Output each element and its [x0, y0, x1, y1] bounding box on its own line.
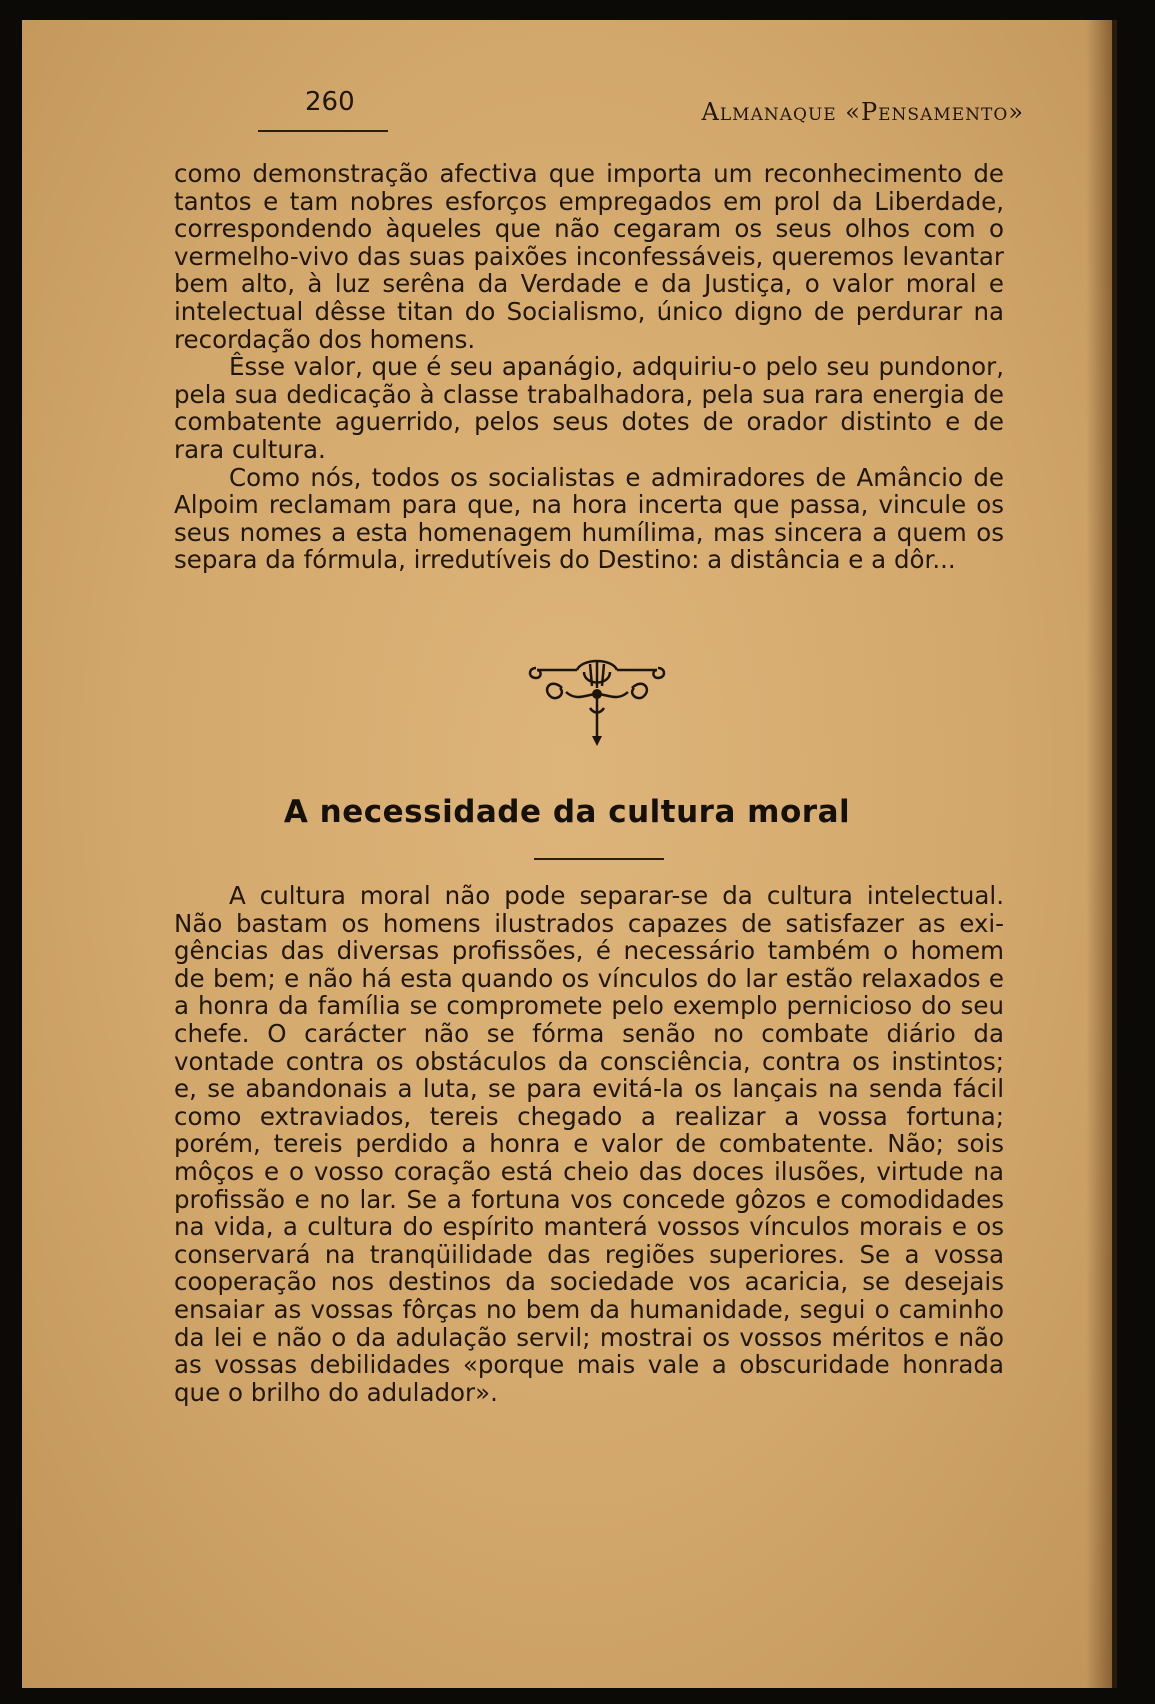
book-page	[22, 20, 1117, 1688]
title-rule	[534, 858, 664, 860]
running-title: Almanaque «Pensamento»	[701, 98, 1024, 126]
page-number-rule	[258, 130, 388, 132]
page-number: 260	[305, 87, 355, 117]
paragraph: A cultura moral não pode separar-se da cultura intelectual. Não bastam os homens ilustrados capazes de satisfazer as exigências das diversas profissões, é necessário também o homem de bem; e não há esta quando os vínculos do lar estão relaxados e a honra da família se compromete pelo exemplo pernicioso do seu chefe. O carácter não se fórma senão no combate diário da vontade contra os obstáculos da consciência, contra os instintos; e, se abandonais a luta, se para evitá-la os lançais na senda fácil como extraviados, tereis chegado a realizar a vossa fortuna; porém, tereis perdido a honra e valor de combatente. Não; sois môços e o vosso coração está cheio das doces ilusões, virtude na profissão e no lar. Se a fortuna vos concede gôzos e comodidades na vida, a cultura do espírito manterá vossos vínculos morais e os conservará na tranqüilidade das regiões superiores. Se a vossa cooperação nos destinos da sociedade vos acaricia, se desejais ensaiar as vossas fôrças no bem da humanidade, segui o caminho da lei e não o da adulação servil; mostrai os vossos méritos e não as vossas debilidades «porque mais vale a obscuridade honrada que o brilho do adulador».	[174, 881, 1004, 1407]
paragraph: Como nós, todos os socialistas e admiradores de Amâncio de Alpoim reclamam para que, na hora incerta que passa, vincule os seus nomes a esta homenagem humílima, mas sincera a quem os separa da fórmula, irredutíveis do Destino: a distância e a dôr...	[174, 462, 1004, 575]
paragraph: como demonstração afectiva que importa um reconhecimento de tantos e tam nobres esforços empregados em prol da Liberdade, correspondendo àqueles que não cegaram os seus olhos com o vermelho-vivo das suas paixões inconfessáveis, queremos levantar bem alto, à luz serêna da Verdade e da Justiça, o valor moral e intelectual dêsse titan do Socialismo, único digno de perdurar na recordação dos homens.	[174, 159, 1004, 354]
section-2-text	[174, 882, 1004, 1406]
page-header	[22, 82, 1112, 132]
paragraph: Êsse valor, que é seu apanágio, adquiriu-o pelo seu pundonor, pela sua dedicação à classe trabalhadora, pela sua rara energia de combatente aguerrido, pelos seus dotes de orador distinto e de rara cultura.	[174, 352, 1004, 464]
fleuron-ornament-icon	[522, 658, 672, 750]
section-title: A necessidade da cultura moral	[283, 794, 851, 830]
section-1-text	[174, 160, 1004, 574]
